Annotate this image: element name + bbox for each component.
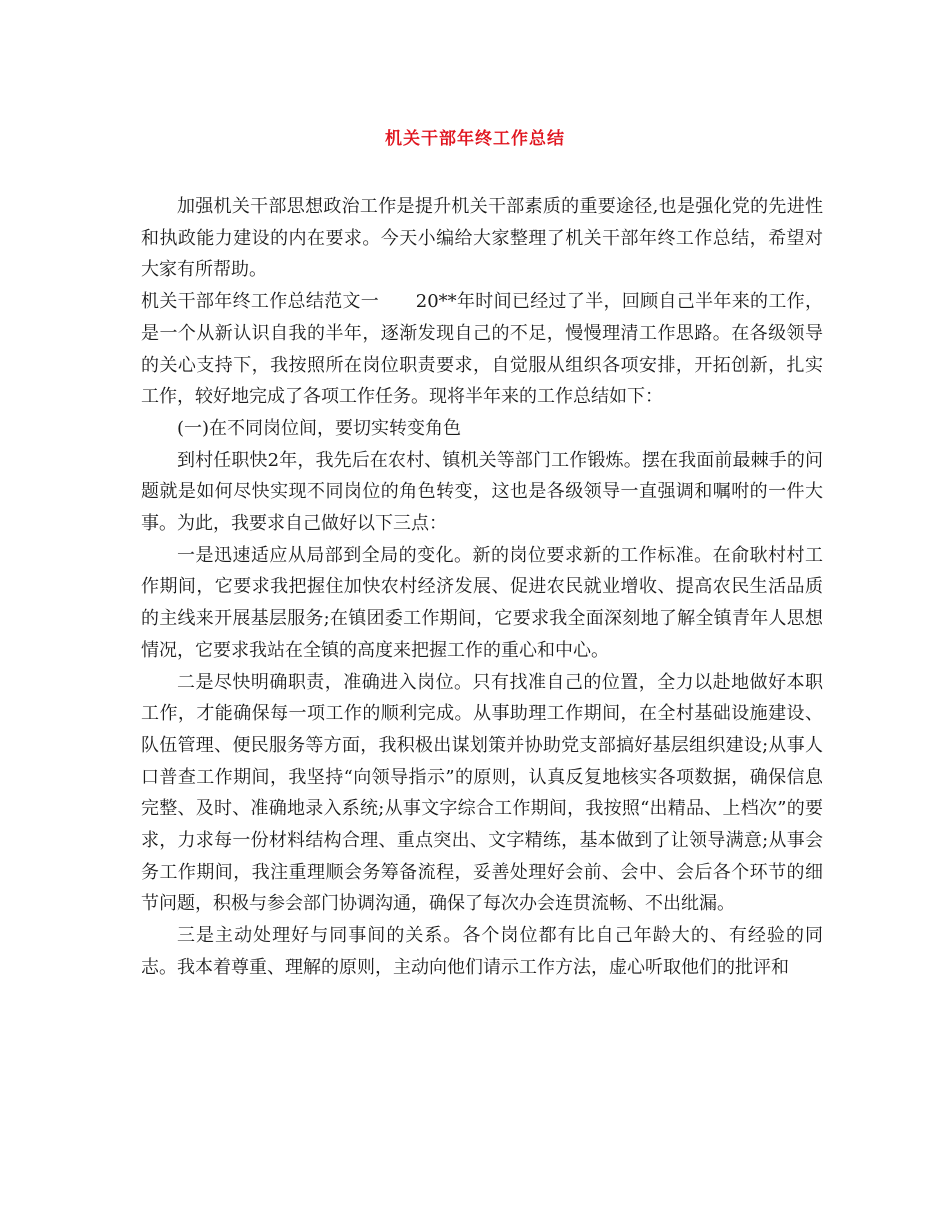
paragraph-point-one: 一是迅速适应从局部到全局的变化。新的岗位要求新的工作标准。在俞耿村村工作期间，它要求我把握住加快农村经济发展、促进农民就业增收、提高农民生活品质的主线来开展基层服务;在镇团委工作期间，它要求我全面深刻地了解全镇青年人思想情况，它要求我站在全镇的高度来把握工作的重心和中心。 bbox=[141, 544, 823, 661]
paragraph-sample-one: 机关干部年终工作总结范文一 20**年时间已经过了半，回顾自己半年来的工作，是一个从新认识自我的半年，逐渐发现自己的不足，慢慢理清工作思路。在各级领导的关心支持下，我按照所在岗位职责要求，自觉服从组织各项安排，开拓创新，扎实工作，较好地完成了各项工作任务。现将半年来的工作总结如下： bbox=[141, 291, 823, 408]
paragraph-intro: 加强机关干部思想政治工作是提升机关干部素质的重要途径,也是强化党的先进性和执政能力建设的内在要求。今天小编给大家整理了机关干部年终工作总结，希望对大家有所帮助。 bbox=[141, 196, 823, 281]
paragraph-point-three: 三是主动处理好与同事间的关系。各个岗位都有比自己年龄大的、有经验的同志。我本着尊重、理解的原则，主动向他们请示工作方法，虚心听取他们的批评和 bbox=[141, 925, 823, 978]
document-body bbox=[141, 191, 823, 984]
paragraph-section-heading: (一)在不同岗位间，要切实转变角色 bbox=[177, 417, 462, 439]
paragraph-point-two: 二是尽快明确职责，准确进入岗位。只有找准自己的位置，全力以赴地做好本职工作，才能确保每一项工作的顺利完成。从事助理工作期间，在全村基础设施建设、队伍管理、便民服务等方面，我积极出谋划策并协助党支部搞好基层组织建设;从事人口普查工作期间，我坚持“向领导指示”的原则，认真反复地核实各项数据，确保信息完整、及时、准确地录入系统;从事文字综合工作期间，我按照“出精品、上档次”的要求，力求每一份材料结构合理、重点突出、文字精练，基本做到了让领导满意;从事会务工作期间，我注重理顺会务筹备流程，妥善处理好会前、会中、会后各个环节的细节问题，积极与参会部门协调沟通，确保了每次办会连贯流畅、不出纰漏。 bbox=[141, 671, 823, 915]
paragraph-role-change: 到村任职快2年，我先后在农村、镇机关等部门工作锻炼。摆在我面前最棘手的问题就是如何尽快实现不同岗位的角色转变，这也是各级领导一直强调和嘱咐的一件大事。为此，我要求自己做好以下三点： bbox=[141, 449, 823, 535]
document-title: 机关干部年终工作总结 bbox=[385, 129, 565, 149]
